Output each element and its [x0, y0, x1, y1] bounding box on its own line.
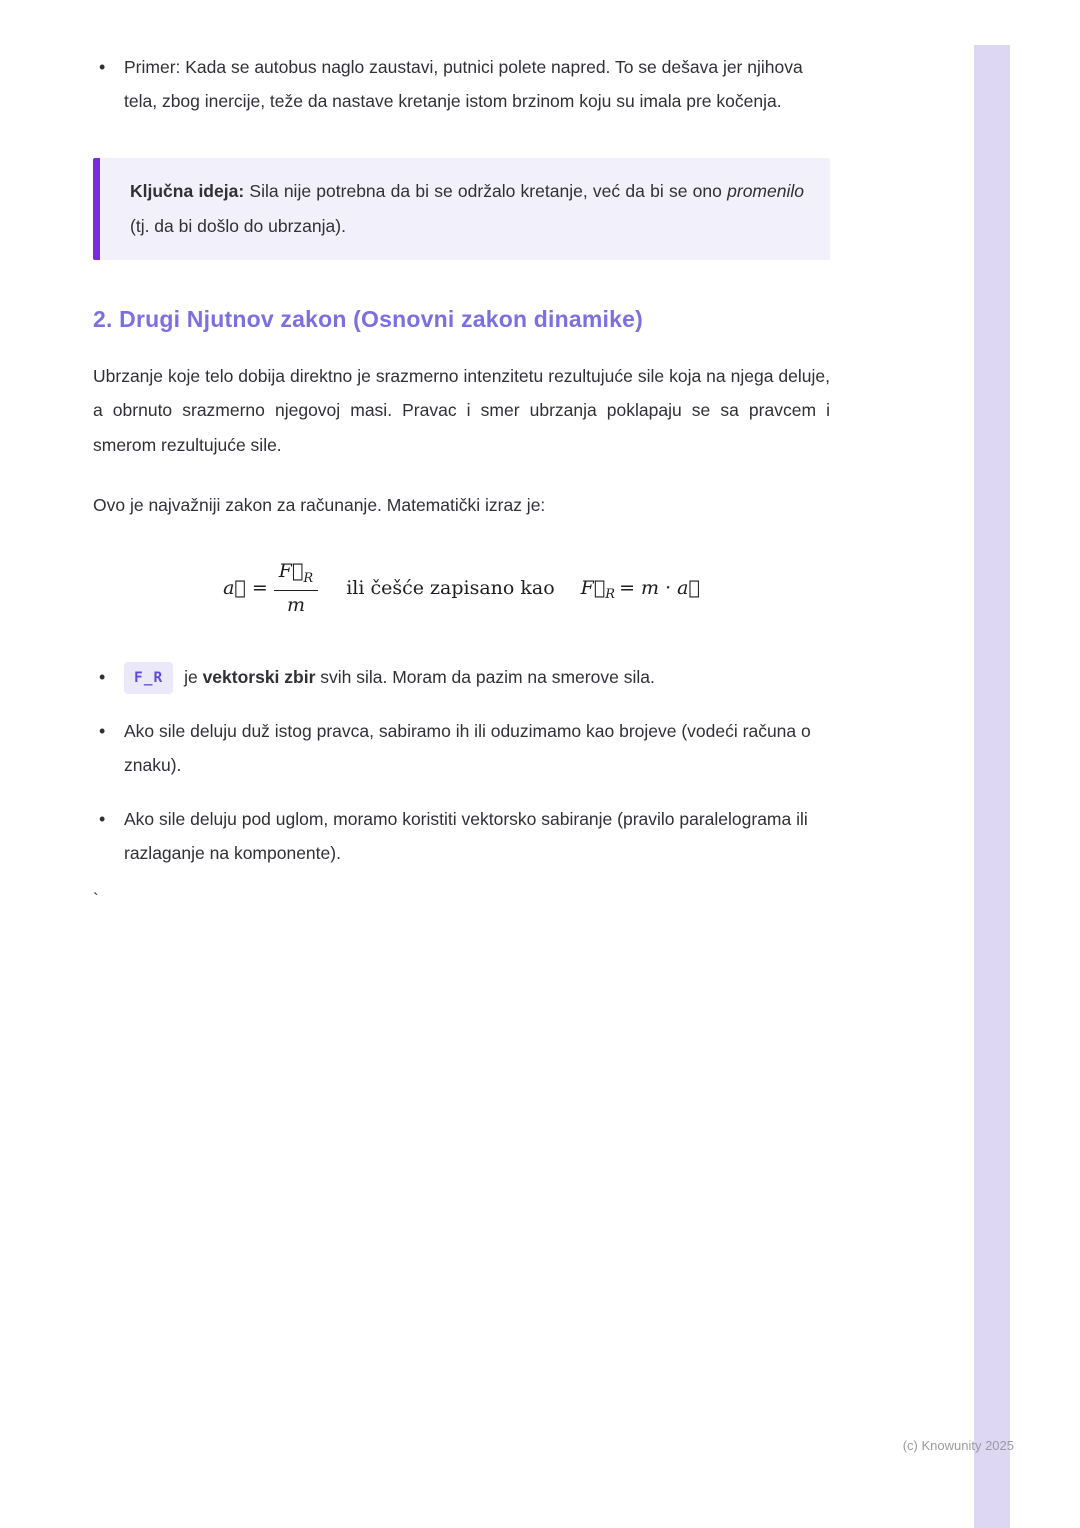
rules-bullet-list [93, 660, 830, 871]
section-heading: 2. Drugi Njutnov zakon (Osnovni zakon dinamike) [93, 306, 643, 333]
force-code-chip: F_R [124, 662, 173, 694]
callout-italic-word: promenilo [727, 181, 804, 202]
fraction-numerator [274, 560, 318, 591]
intro-bullet-text: Primer: Kada se autobus naglo zaustavi, putnici polete napred. To se dešava jer njihova tela, zbog inercije, teže da nastave kretanje istom brzinom koju su imala pre kočenja. [124, 57, 803, 112]
callout-label: Ključna ideja: [130, 181, 245, 202]
bullet3-text: Ako sile deluju pod uglom, moramo koristiti vektorsko sabiranje (pravilo paralelograma ili razlaganje na komponente). [124, 809, 808, 864]
key-idea-callout [93, 158, 830, 260]
stray-backtick: ` [93, 890, 99, 910]
list-item [93, 802, 830, 870]
numerator-symbol: F⃗ [278, 559, 304, 582]
bullet1-bold: vektorski zbir [202, 666, 316, 687]
rhs-rest: = m · a⃗ [619, 576, 700, 599]
list-item [93, 660, 830, 694]
rhs-subscript: R [605, 587, 616, 603]
callout-body-1: Sila nije potrebna da bi se održalo kretanje, već da bi se ono [244, 181, 728, 202]
numerator-subscript: R [303, 570, 314, 586]
bullet2-text: Ako sile deluju duž istog pravca, sabiramo ih ili oduzimamo kao brojeve (vodeći računa o znaku). [124, 720, 811, 775]
newton-second-law-formula [93, 560, 830, 618]
page-content [93, 50, 830, 910]
fraction-denominator: m [286, 593, 305, 616]
list-item [93, 50, 830, 118]
callout-body-2: (tj. da bi došlo do ubrzanja). [130, 216, 346, 237]
list-item [93, 714, 830, 782]
side-strip-decoration [974, 45, 1010, 1528]
paragraph-law-definition: Ubrzanje koje telo dobija direktno je srazmerno intenzitetu rezultujuće sile koja na njega deluje, a obrnuto srazmerno njegovoj masi. Pravac i smer ubrzanja poklapaju se sa pravcem i smerom rezultujuće sile. [93, 366, 830, 455]
bullet1-text-1: je [179, 666, 203, 687]
bullet1-text-2: svih sila. Moram da pazim na smerove sila. [315, 666, 655, 687]
intro-bullet-list [93, 50, 830, 118]
callout-text [130, 174, 804, 244]
formula-fraction [274, 560, 318, 618]
formula-lhs: a⃗ = [223, 576, 268, 599]
rhs-symbol: F⃗ [580, 576, 606, 599]
copyright-footer: (c) Knowunity 2025 [902, 1438, 1014, 1453]
paragraph-math-intro: Ovo je najvažniji zakon za računanje. Matematički izraz je: [93, 494, 546, 515]
formula-rhs [580, 576, 700, 603]
formula-connector-text: ili češće zapisano kao [346, 576, 555, 599]
